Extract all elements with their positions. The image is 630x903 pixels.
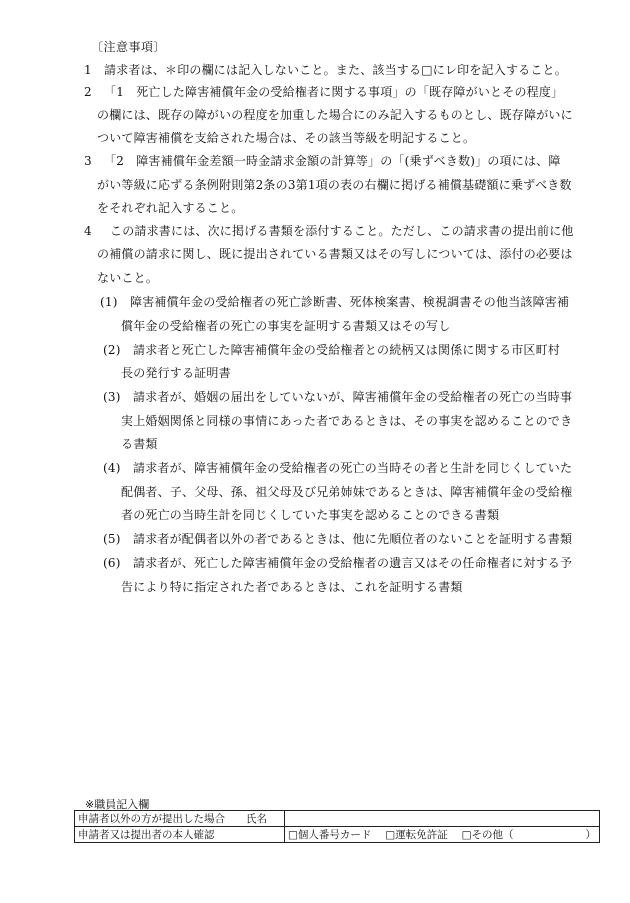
proxy-submission-cell: 申請者以外の方が提出した場合 氏名 bbox=[75, 811, 285, 827]
other-close-paren: ） bbox=[585, 829, 596, 841]
note-1-line-1: 1 請求者は、＊印の欄には記入しないこと。また、該当する□にレ印を記入すること。 bbox=[84, 63, 567, 77]
item-3-line-1: (3) 請求者が、婚姻の届出をしていないが、障害補償年金の受給権者の死亡の当時事 bbox=[103, 390, 573, 404]
item-1-line-2: 償年金の受給権者の死亡の事実を証明する書類又はその写し bbox=[121, 319, 451, 333]
item-2-line-2: 長の発行する証明書 bbox=[121, 366, 231, 380]
item-6-line-1: (6) 請求者が、死亡した障害補償年金の受給権者の遺言又はその任命権者に対する予 bbox=[103, 556, 573, 570]
mynumber-card-checkbox[interactable]: □個人番号カード bbox=[288, 829, 372, 841]
identity-check-cell: 申請者又は提出者の本人確認 bbox=[75, 827, 285, 843]
note-4-line-2: の補償の請求に関し、既に提出されている書類又はその写しについては、添付の必要は bbox=[97, 247, 573, 261]
item-4-line-1: (4) 請求者が、障害補償年金の受給権者の死亡の当時その者と生計を同じくしていた bbox=[103, 461, 573, 475]
note-3-line-2: がい等級に応ずる条例附則第2条の3第1項の表の右欄に掲げる補償基礎額に乗ずべき数 bbox=[97, 178, 572, 192]
item-4-line-2: 配偶者、子、父母、孫、祖父母及び兄弟姉妹であるときは、障害補償年金の受給権 bbox=[121, 485, 573, 499]
drivers-license-checkbox[interactable]: □運転免許証 bbox=[385, 829, 448, 841]
item-3-line-3: る書類 bbox=[121, 437, 158, 451]
note-2-line-3: ついて障害補償を支給された場合は、その該当等級を明記すること。 bbox=[97, 131, 476, 145]
note-2-line-2: の欄には、既存の障がいの程度を加重した場合にのみ記入するものとし、既存障がいに bbox=[97, 108, 573, 122]
staff-entry-table bbox=[74, 810, 600, 843]
item-2-line-1: (2) 請求者と死亡した障害補償年金の受給権者との続柄又は関係に関する市区町村 bbox=[103, 343, 561, 357]
name-label: 氏名 bbox=[246, 813, 267, 825]
table-row bbox=[75, 811, 600, 827]
note-4-line-1: 4 この請求書には、次に掲げる書類を添付すること。ただし、この請求書の提出前に他 bbox=[84, 224, 574, 238]
table-row bbox=[75, 827, 600, 843]
name-field[interactable] bbox=[285, 811, 600, 827]
staff-entry-label: ※職員記入欄 bbox=[85, 798, 150, 811]
notes-heading: 〔注意事項〕 bbox=[91, 40, 167, 54]
item-3-line-2: 実上婚姻関係と同様の事情にあった者であるときは、その事実を認めることのでき bbox=[121, 414, 573, 428]
item-5-line-1: (5) 請求者が配偶者以外の者であるときは、他に先順位者のないことを証明する書類 bbox=[103, 532, 573, 546]
note-3-line-1: 3 「2 障害補償年金差額一時金請求金額の計算等」の「(乗ずべき数)」の項には、障 bbox=[84, 154, 561, 168]
item-6-line-2: 告により特に指定された者であるときは、これを証明する書類 bbox=[121, 580, 463, 594]
item-1-line-1: (1) 障害補償年金の受給権者の死亡診断書、死体検案書、検視調書その他当該障害補 bbox=[100, 295, 570, 309]
other-checkbox[interactable]: □その他（ bbox=[461, 829, 514, 841]
note-4-line-3: ないこと。 bbox=[97, 271, 159, 285]
item-4-line-3: 者の死亡の当時生計を同じくしていた事実を認めることのできる書類 bbox=[121, 508, 500, 522]
note-2-line-1: 2 「1 死亡した障害補償年金の受給権者に関する事項」の「既存障がいとその程度」 bbox=[84, 85, 564, 99]
note-3-line-3: をそれぞれ記入すること。 bbox=[97, 201, 244, 215]
identity-options-cell bbox=[285, 827, 600, 843]
